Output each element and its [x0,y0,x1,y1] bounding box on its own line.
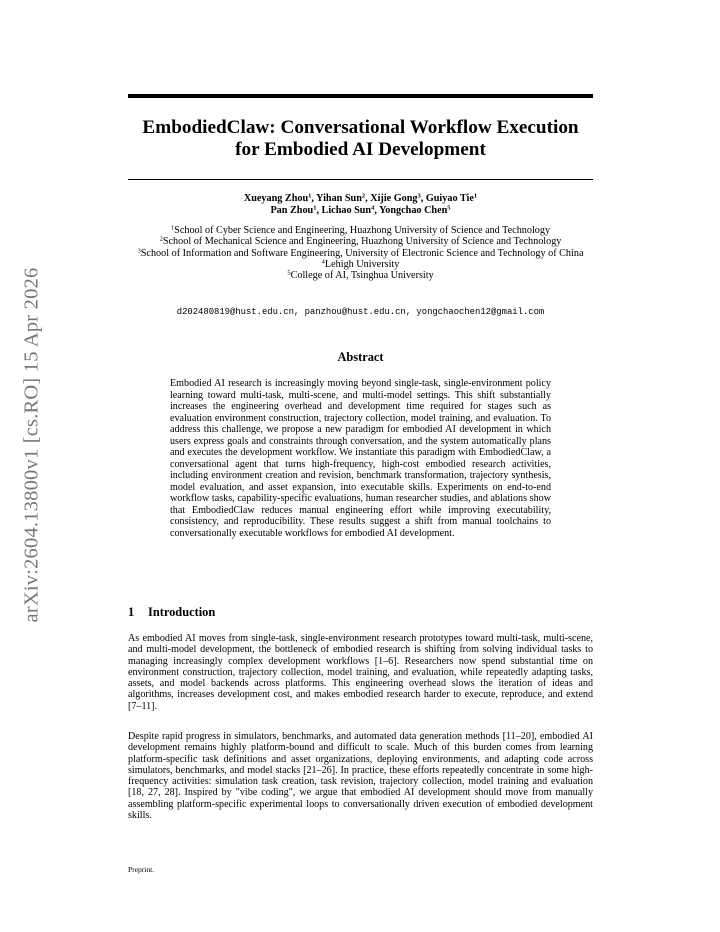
title-top-rule [128,94,593,98]
affiliation-text: Lehigh University [324,258,400,270]
arxiv-identifier-text: arXiv:2604.13800v1 [cs.RO] 15 Apr 2026 [20,267,43,623]
affiliation-list [118,225,603,281]
affiliation [118,236,603,247]
author-name: Pan Zhou [270,205,314,216]
title-line-1: EmbodiedClaw: Conversational Workflow Execution [142,117,579,138]
author-affiliation-mark: 1 [308,192,312,200]
affiliation-text: College of AI, Tsinghua University [290,270,434,282]
author-affiliation-mark: 1 [473,192,478,200]
abstract-body: Embodied AI research is increasingly moving beyond single-task, single-environment policy learning toward multi-task, multi-scene, and multi-model settings. This shift substantially increases the engineering overhead and development time required for stages such as evaluation environment construction, trajectory collection, model training, and evaluation. To address this challenge, we propose a new paradigm for embodied AI development in which users express goals and constraints through conversation, and the system automatically plans and executes the development workflow. We instantiate this paradigm with EmbodiedClaw, a conversational agent that turns high-frequency, high-cost embodied research activities, including environment creation and revision, benchmark transformation, trajectory synthesis, model evaluation, and asset expansion, into executable skills. Experiments on end-to-end workflow tasks, capability-specific evaluations, human researcher studies, and ablations show that EmbodiedClaw reduces manual engineering effort while improving executability, consistency, and reproducibility. These results suggest a shift from manual toolchains to conversationally executable workflows for embodied AI development. [170,378,551,539]
author-affiliation-mark: 1 [313,204,317,212]
affiliation-text: School of Mechanical Science and Engineering, Huazhong University of Science and Technology [162,236,562,248]
preprint-footer: Preprint. [128,865,155,874]
author-affiliation-mark: 5 [447,204,451,212]
intro-paragraph-1: As embodied AI moves from single-task, single-environment research prototypes toward multi-task, multi-scene, and multi-model development, the bottleneck of embodied research is shifting from solving individual tasks to managing increasingly complex development workflows [1–6]. Researchers now spend substantial time on environment construction, trajectory collection, model training, and evaluation, while repeatedly adapting tasks, assets, and model backends across platforms. This engineering overhead slows the iteration of ideas and algorithms, increases development cost, and makes embodied research harder to execute, reproduce, and extend [7–11]. [128,633,593,712]
author-name: Xueyang Zhou [243,193,309,204]
author-name: Yihan Sun [316,193,362,204]
paper-title [128,117,593,161]
abstract-heading: Abstract [337,350,384,364]
affiliation-text: School of Cyber Science and Engineering, Huazhong University of Science and Technology [174,225,551,236]
contact-emails: d202480819@hust.edu.cn, panzhou@hust.edu.cn, yongchaochen12@gmail.com [176,307,545,317]
section-title: Introduction [148,605,216,619]
affiliation [118,248,603,259]
affiliation-mark: 3 [137,247,141,255]
affiliation [118,259,603,270]
arxiv-identifier-stamp [22,215,42,675]
title-bottom-rule [128,179,593,180]
affiliation [118,270,603,281]
author-name: Guiyao Tie [425,193,474,204]
author-line-1: Xueyang Zhou$^1$, Yihan Sun$^2$, Xijie Gong$^3$, Guiyao Tie$^1$ [243,192,478,204]
affiliation-text: School of Information and Software Engineering, University of Electronic Science and Technology of China [140,247,584,259]
author-affiliation-mark: 4 [371,204,375,212]
affiliation-mark: 4 [321,258,325,266]
affiliation-mark: 5 [287,269,291,277]
affiliation-mark: 2 [159,235,163,243]
author-list [128,193,593,217]
author-affiliation-mark: 2 [361,192,366,200]
author-name: Xijie Gong [370,193,418,204]
affiliation-mark: 1 [170,224,175,232]
author-name: Yongchao Chen [379,205,448,216]
affiliation [118,225,603,236]
author-name: Lichao Sun [321,205,372,216]
intro-paragraph-2: Despite rapid progress in simulators, benchmarks, and automated data generation methods [11–20], embodied AI development remains highly platform-bound and difficult to scale. Much of this burden comes from learning platform-specific task definitions and asset organizations, deploying environments, and adapting code across simulators, benchmarks, and model stacks [21–26]. In practice, these efforts repeatedly concentrate in some high-frequency activities: simulation task creation, task revision, trajectory collection, model training and evaluation [18, 27, 28]. Inspired by "vibe coding", we argue that embodied AI development should move from manually assembling platform-specific experimental loops to conversationally driven execution of embodied development skills. [128,731,593,822]
author-affiliation-mark: 3 [417,192,421,200]
section-heading [128,605,215,620]
author-line-2: Pan Zhou$^1$, Lichao Sun$^4$, Yongchao Chen$^5$ [270,204,451,216]
section-number: 1 [128,605,135,619]
title-line-2: for Embodied AI Development [235,139,486,160]
